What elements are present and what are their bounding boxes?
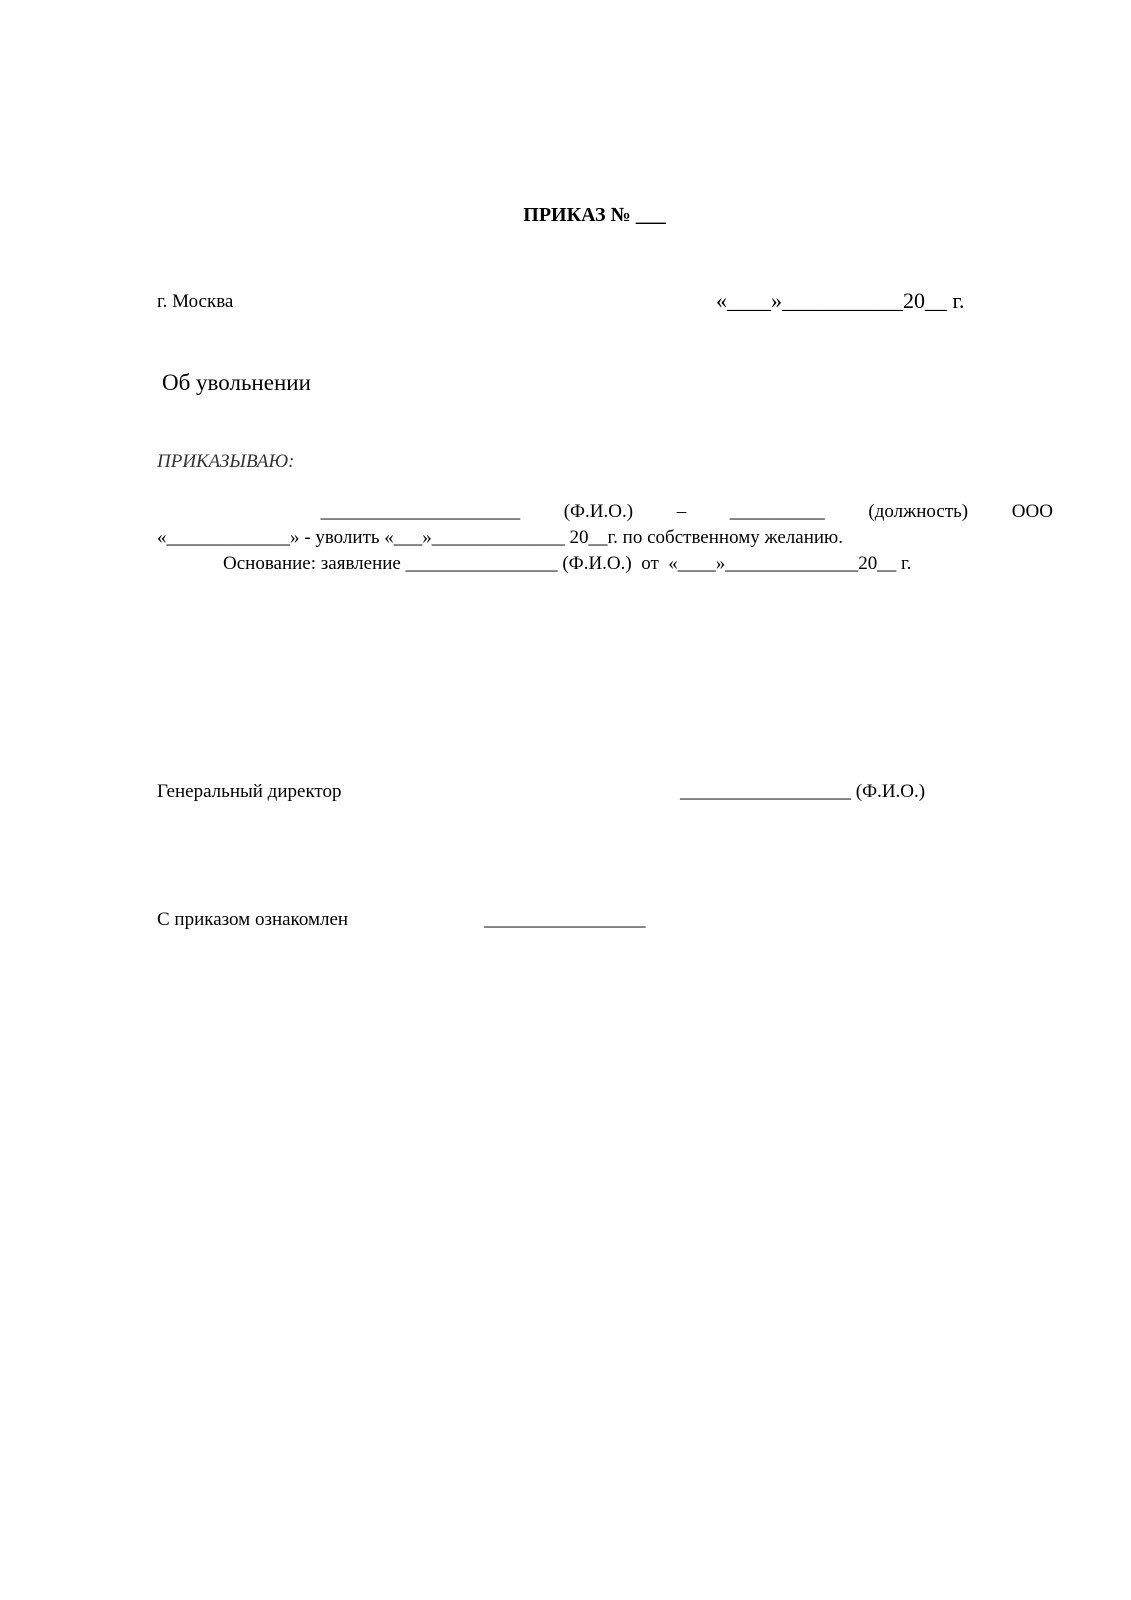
order-subject: Об увольнении [162,370,311,395]
organization-form: ООО [1011,501,1053,522]
document-title: ПРИКАЗ № ___ [523,204,666,226]
director-label: Генеральный директор [157,781,342,802]
city-label: г. Москва [157,291,234,312]
fio-label: (Ф.И.О.) [563,501,634,522]
dash-separator: – [676,501,687,522]
acknowledgement-label: С приказом ознакомлен [157,909,349,930]
position-label: (должность) [868,501,969,522]
acknowledgement-signature-line: _________________ [484,909,646,930]
body-line-1 [157,501,1053,523]
director-signature-line: __________________ (Ф.И.О.) [680,781,926,802]
body-line-2: «_____________» - уволить «___»______________ 20__г. по собственному желанию. [157,527,843,548]
order-date-line: «____»___________20__ г. [716,288,965,313]
order-directive: ПРИКАЗЫВАЮ: [157,451,295,472]
position-blank: __________ [729,501,825,522]
employee-name-blank: _____________________ [320,501,521,522]
basis-line: Основание: заявление ________________ (Ф.И.О.) от «____»______________20__ г. [223,553,912,574]
